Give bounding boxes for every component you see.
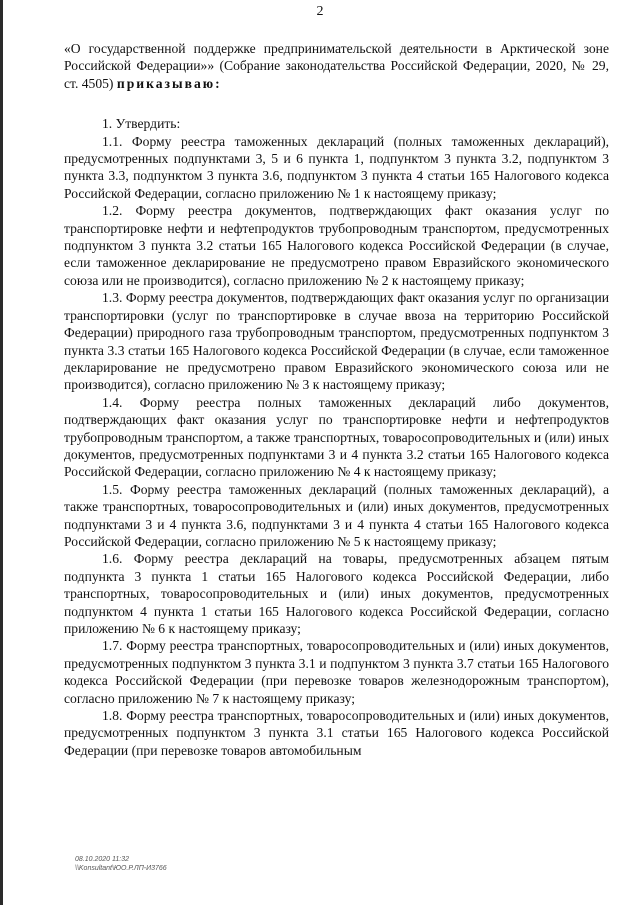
footer-date: 08.10.2020 11:32 (75, 856, 129, 863)
list-item-1-5: 1.5. Форму реестра таможенных деклараций (полных таможенных деклараций), а также транспортных, товаросопроводительных и (или) иных документов, предусмотренных подпунктами 3 и 4 пункта 3.6, подпунктами 3 и 4 пункта 4 статьи 165 Налогового кодекса Российской Федерации, согласно приложению № 5 к настоящему приказу; (64, 481, 609, 549)
footer-code: \\Konsultant\ЮО.Р.ЛП-И3766 (75, 865, 167, 872)
list-item-1-4: 1.4. Форму реестра полных таможенных деклараций либо документов, подтверждающих факт оказания услуг по транспортировке нефти и нефтепродуктов трубопроводным транспортом, а также транспортных, товаросопроводительных и (или) иных документов, предусмотренных подпунктами 3 и 4 пункта 3.2 статьи 165 Налогового кодекса Российской Федерации, согласно приложению № 4 к настоящему приказу; (64, 394, 609, 480)
command-word: приказываю: (116, 75, 222, 91)
list-item-1-8: 1.8. Форму реестра транспортных, товаросопроводительных и (или) иных документов, предусмотренных подпунктом 3 пункта 3.1 статьи 165 Налогового кодекса Российской Федерации (при перевозке товаров автомобильным (64, 708, 609, 758)
list-item-1-1: 1.1. Форму реестра таможенных деклараций (полных таможенных деклараций), предусмотренных подпунктами 3, 5 и 6 пункта 1, подпунктом 3 пункта 3.2, подпунктом 3 пункта 3.3, подпунктом 3 пункта 3.6, подпунктом 3 пункта 4 статьи 165 Налогового кодекса Российской Федерации, согласно приложению № 1 к настоящему приказу; (64, 133, 609, 201)
list-item-1-3: 1.3. Форму реестра документов, подтверждающих факт оказания услуг по организации транспортировки (услуг по транспортировке в случае ввоза на территорию Российской Федерации) природного газа трубопроводным транспортом, предусмотренных подпунктом 3 пункта 3.3 статьи 165 Налогового кодекса Российской Федерации (в случае, если таможенное декларирование не предусмотрено правом Евразийского экономического союза или не производится), согласно приложению № 3 к настоящему приказу; (64, 290, 609, 393)
intro-paragraph (64, 40, 609, 92)
list-item-1-7: 1.7. Форму реестра транспортных, товаросопроводительных и (или) иных документов, предусмотренных подпунктом 3 пункта 3.1 и подпунктом 3 пункта 3.7 статьи 165 Налогового кодекса Российской Федерации (при перевозке товаров железнодорожным транспортом), согласно приложению № 7 к настоящему приказу; (64, 638, 609, 706)
list-item-1-2: 1.2. Форму реестра документов, подтверждающих факт оказания услуг по транспортировке нефти и нефтепродуктов трубопроводным транспортом, предусмотренных подпунктом 3 пункта 3.2 статьи 165 Налогового кодекса Российской Федерации (в случае, если таможенное декларирование не предусмотрено правом Евразийского экономического союза или не производится), согласно приложению № 2 к настоящему приказу; (64, 203, 609, 288)
list-item-1-6: 1.6. Форму реестра деклараций на товары, предусмотренных абзацем пятым подпункта 3 пункта 1 статьи 165 Налогового кодекса Российской Федерации, либо транспортных, товаросопроводительных и (или) иных документов, предусмотренных подпунктом 4 пункта 1 статьи 165 Налогового кодекса Российской Федерации, согласно приложению № 6 к настоящему приказу; (64, 551, 609, 636)
intro-text: «О государственной поддержке предпринимательской деятельности в Арктической зоне Российской Федерации»» (Собрание законодательства Российской Федерации, 2020, № 29, ст. 4505) (64, 41, 609, 91)
scan-edge (0, 0, 3, 905)
document-body (64, 40, 609, 759)
page-number: 2 (316, 4, 324, 19)
section-heading: 1. Утвердить: (102, 116, 181, 132)
document-footer (75, 855, 167, 873)
